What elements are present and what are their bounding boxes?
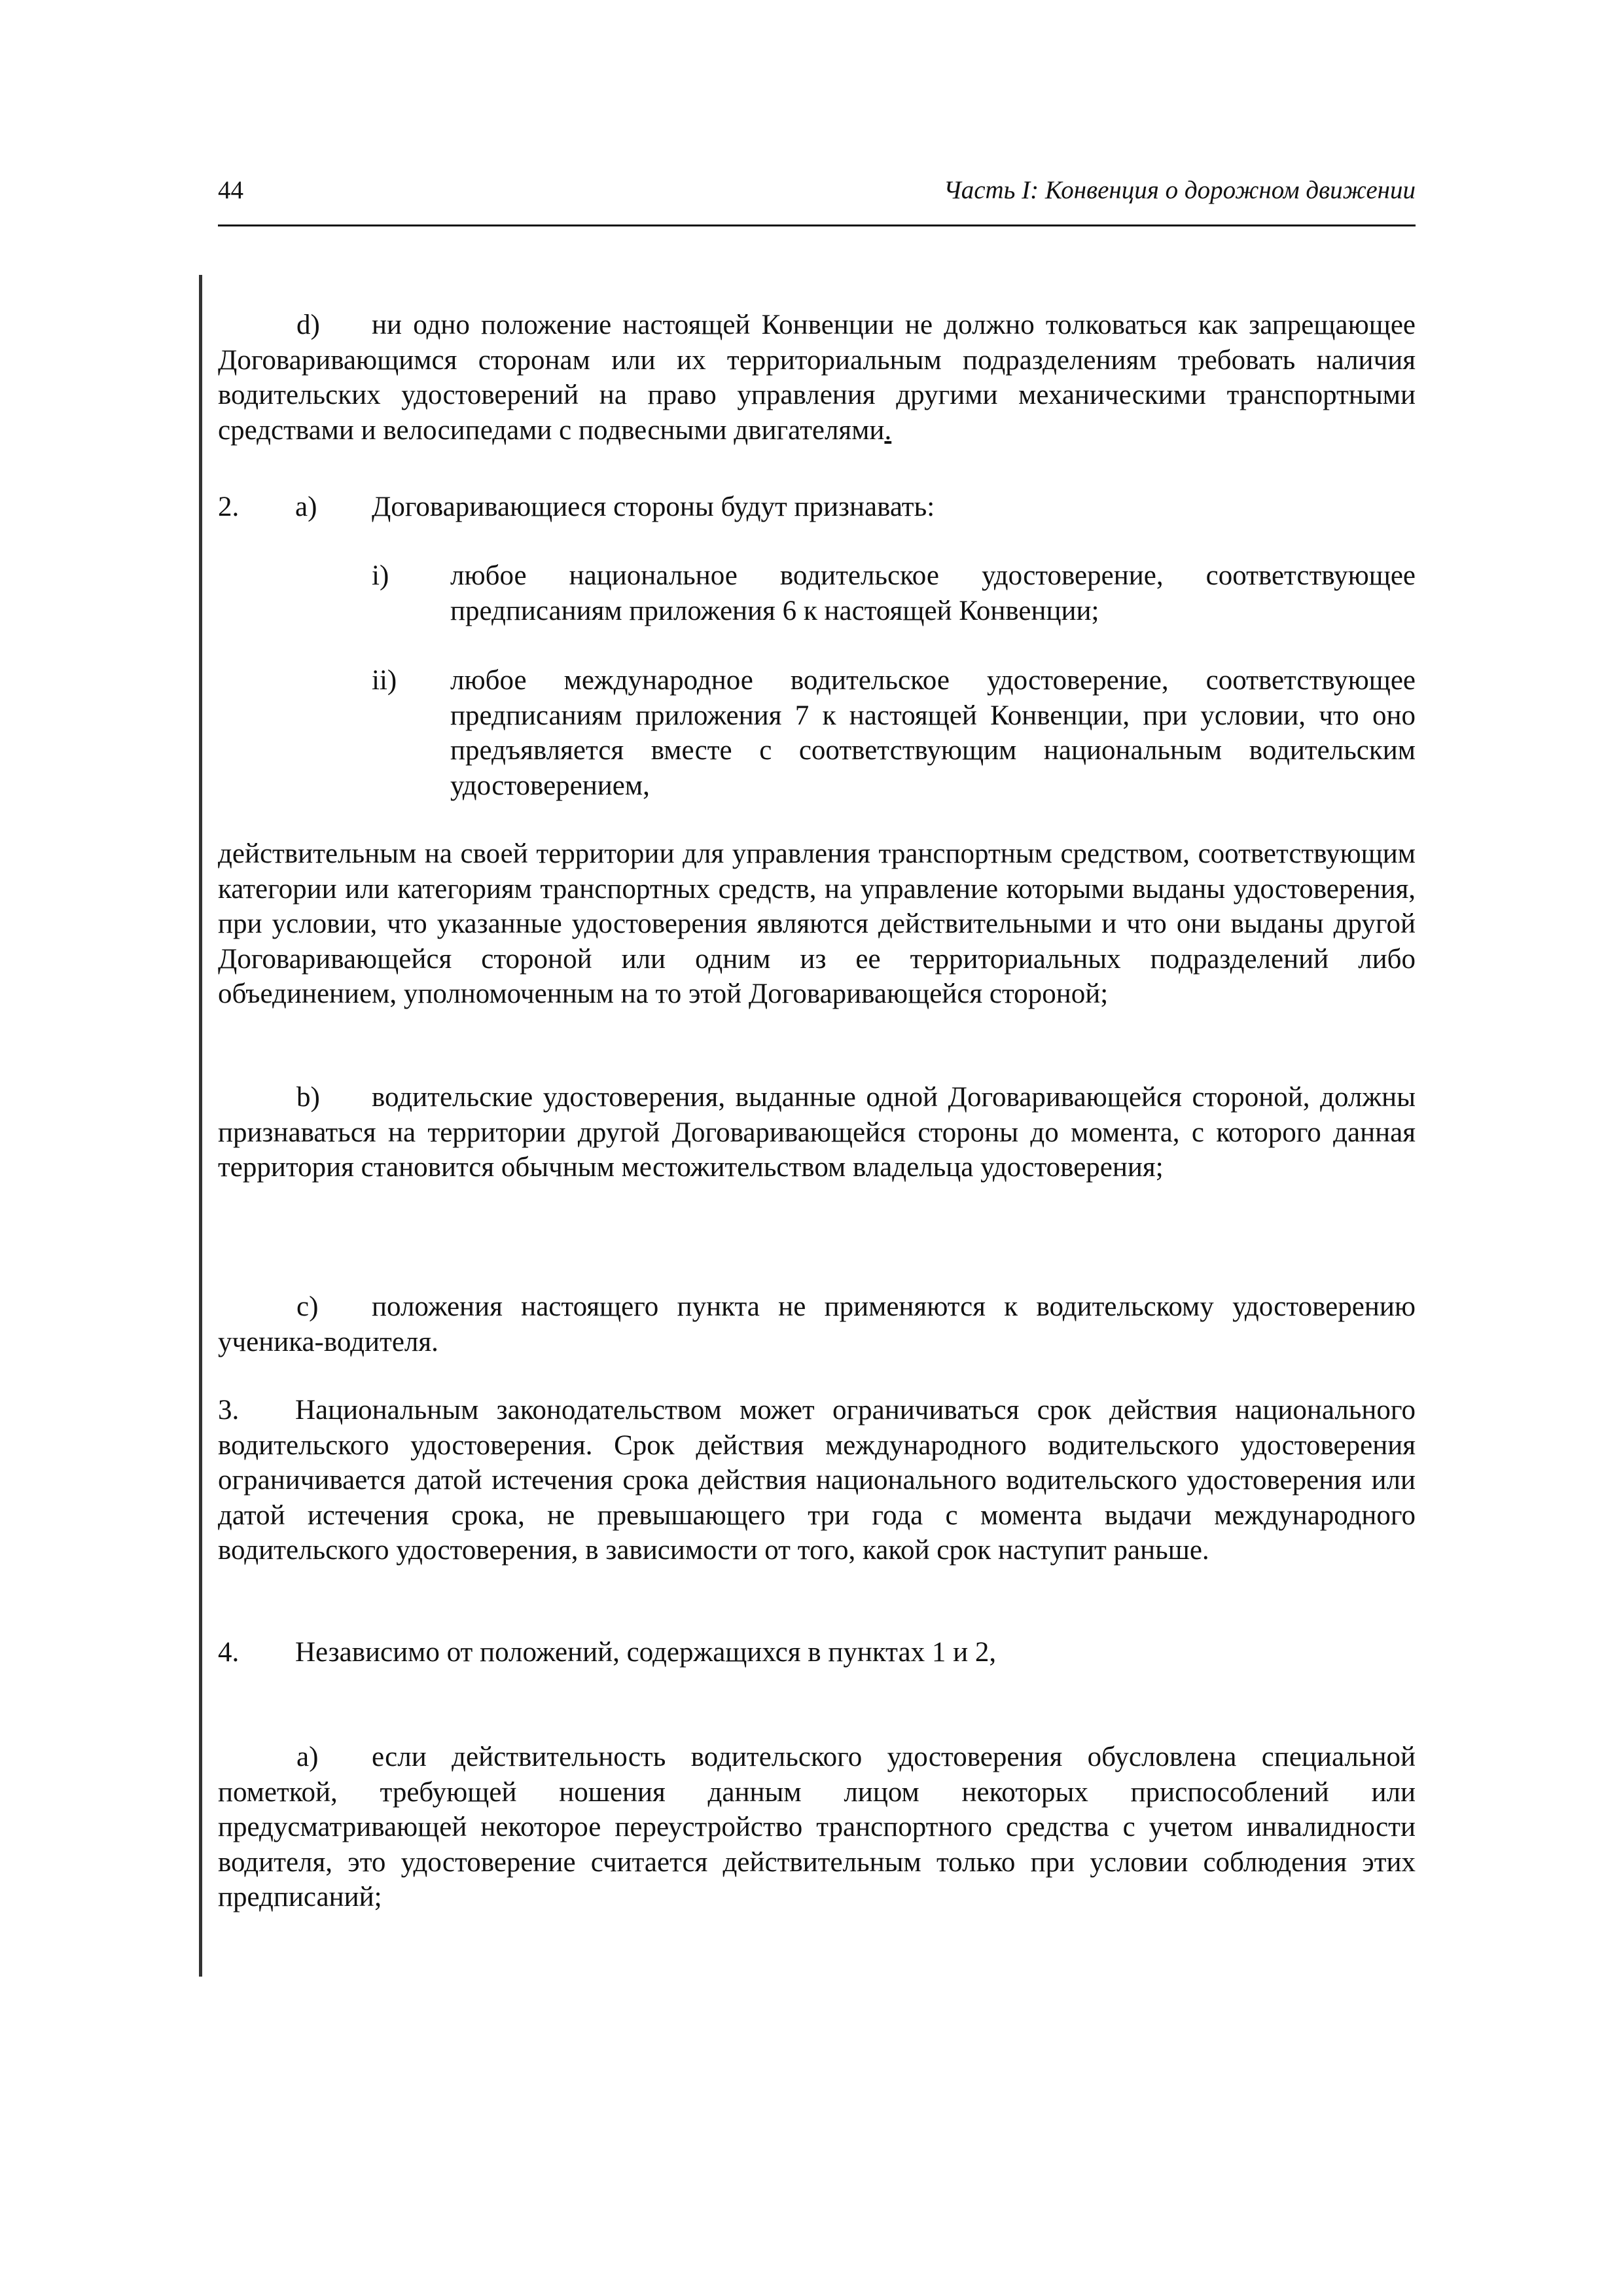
paragraph-2c-text: положения настоящего пункта не применяются к водительскому удостоверению ученика-водителя.: [218, 1291, 1416, 1357]
subitem-2a-ii: [372, 663, 1416, 803]
paragraph-2b: [218, 1080, 1416, 1185]
paragraph-2a-text: Договаривающиеся стороны будут признавать:: [372, 492, 935, 522]
label-2b: b): [296, 1082, 320, 1113]
paragraph-4-number: 4.: [218, 1637, 240, 1668]
label-2a-ii: ii): [372, 665, 397, 696]
paragraph-4-text: Независимо от положений, содержащихся в пунктах 1 и 2,: [295, 1637, 997, 1668]
subitem-2a-ii-text: любое международное водительское удостоверение, соответствующее предписаниям приложения 7 к настоящей Конвенции, при условии, что оно предъявляется вместе с соответствующим национальным водительским удостоверением,: [450, 665, 1416, 801]
label-2c: c): [296, 1291, 319, 1322]
revision-change-bar: [199, 275, 202, 1977]
paragraph-4a: [218, 1740, 1416, 1915]
paragraph-4: [218, 1635, 1416, 1670]
paragraph-3: [218, 1393, 1416, 1568]
page-header: [218, 175, 1416, 221]
paragraph-3-number: 3.: [218, 1395, 240, 1426]
paragraph-1d-end: .: [884, 414, 892, 446]
paragraph-2b-text: водительские удостоверения, выданные одной Договаривающейся стороной, должны признаваться на территории другой Договаривающейся стороны до момента, с которого данная территория становится обычным местожительством владельца удостоверения;: [218, 1082, 1416, 1183]
subitem-2a-i: [372, 558, 1416, 628]
paragraph-4a-text: если действительность водительского удостоверения обусловлена специальной пометкой, требующей ношения данным лицом некоторых приспособлений или предусматривающей некоторое переустройство транспортного средства с учетом инвалидности водителя, это удостоверение считается действительным только при условии соблюдения этих предписаний;: [218, 1742, 1416, 1912]
label-2a-i: i): [372, 560, 389, 591]
label-2a: a): [295, 492, 317, 522]
paragraph-2a: [218, 490, 1416, 525]
header-rule: [218, 224, 1416, 226]
paragraph-1d: [218, 308, 1416, 448]
paragraph-2-number: 2.: [218, 492, 240, 522]
paragraph-1d-text: ни одно положение настоящей Конвенции не должно толковаться как запрещающее Договаривающимся сторонам или их территориальным подразделениям требовать наличия водительских удостоверений на право управления другими механическими транспортными средствами и велосипедами с подвесными двигателями: [218, 310, 1416, 446]
label-4a: a): [296, 1742, 319, 1772]
running-title: Часть I: Конвенция о дорожном движении: [943, 176, 1416, 204]
paragraph-2c: [218, 1289, 1416, 1359]
subitem-2a-i-text: любое национальное водительское удостоверение, соответствующее предписаниям приложения 6 к настоящей Конвенции;: [450, 560, 1416, 626]
paragraph-3-text: Национальным законодательством может ограничиваться срок действия национального водительского удостоверения. Срок действия международного водительского удостоверения ограничивается датой истечения срока действия национального водительского удостоверения или датой истечения срока, не превышающего три года с момента выдачи международного водительского удостоверения, в зависимости от того, какой срок наступит раньше.: [218, 1395, 1416, 1566]
page-number: 44: [218, 176, 243, 204]
label-1d: d): [296, 310, 320, 340]
paragraph-2a-continuation-text: действительным на своей территории для управления транспортным средством, соответствующим категории или категориям транспортных средств, на управление которыми выданы удостоверения, при условии, что указанные удостоверения являются действительными и что они выданы другой Договаривающейся стороной или одним из ее территориальных подразделений либо объединением, уполномоченным на то этой Договаривающейся стороной;: [218, 838, 1416, 1009]
paragraph-2a-continuation: [218, 836, 1416, 1012]
